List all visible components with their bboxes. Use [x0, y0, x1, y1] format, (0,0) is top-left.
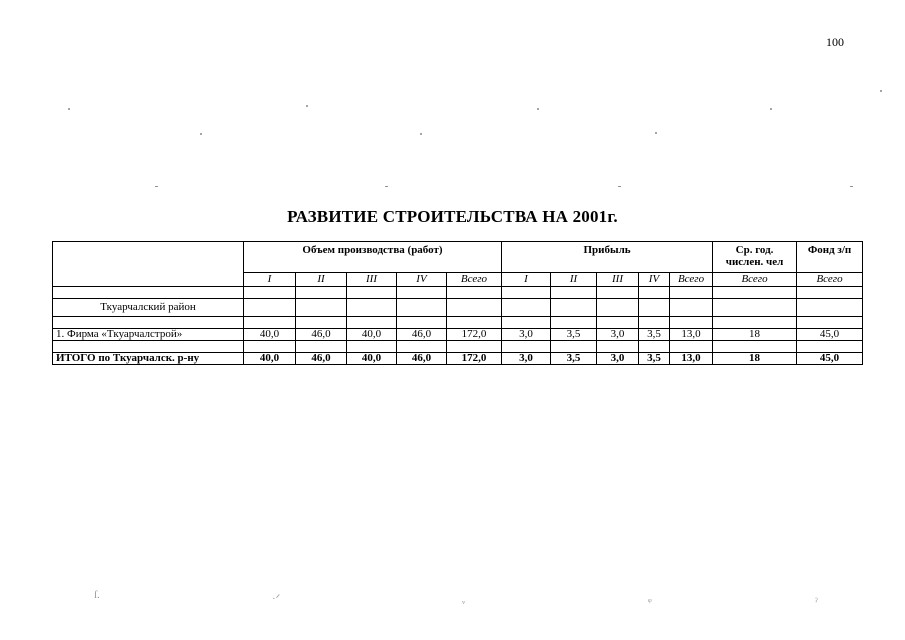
sub-header: Всего — [447, 273, 502, 287]
spacer-row — [53, 287, 863, 299]
total-row — [53, 353, 863, 365]
table-cell: 45,0 — [797, 353, 863, 365]
construction-table — [52, 241, 863, 365]
table-cell: 46,0 — [296, 329, 347, 341]
group-header-row — [53, 242, 863, 273]
scan-mark: ·ᐟ — [272, 593, 281, 605]
scan-speck — [385, 186, 388, 187]
sub-header: II — [551, 273, 597, 287]
scan-speck — [618, 186, 621, 187]
scan-speck — [68, 108, 70, 110]
sub-header: II — [296, 273, 347, 287]
spacer-row — [53, 317, 863, 329]
table-cell: 3,0 — [597, 329, 639, 341]
volume-header: Объем производства (работ) — [244, 242, 502, 273]
district-label: Ткуарчалский район — [53, 299, 244, 317]
scan-speck — [200, 133, 202, 135]
table-cell: 3,5 — [639, 353, 670, 365]
firm-row — [53, 329, 863, 341]
table-cell: 3,5 — [551, 329, 597, 341]
table-cell: 3,5 — [551, 353, 597, 365]
table-cell: 172,0 — [447, 353, 502, 365]
sub-header: I — [244, 273, 296, 287]
table-cell: 13,0 — [670, 353, 713, 365]
spacer-row — [53, 341, 863, 353]
sub-header: IV — [639, 273, 670, 287]
table-cell: 46,0 — [296, 353, 347, 365]
table-cell: 40,0 — [244, 353, 296, 365]
scan-speck — [850, 186, 853, 187]
header-empty-cell — [53, 242, 244, 287]
table-cell: 40,0 — [347, 329, 397, 341]
wage-fund-header: Фонд з/п — [797, 242, 863, 273]
sub-header: Всего — [670, 273, 713, 287]
sub-header: Всего — [713, 273, 797, 287]
scan-speck — [655, 132, 657, 134]
page-title: РАЗВИТИЕ СТРОИТЕЛЬСТВА НА 2001г. — [287, 207, 618, 226]
table-cell: 18 — [713, 329, 797, 341]
sub-header: Всего — [797, 273, 863, 287]
scan-mark: ˀ — [815, 596, 818, 608]
scan-speck — [880, 90, 882, 92]
scan-speck — [306, 105, 308, 107]
sub-header: I — [502, 273, 551, 287]
table-cell: 13,0 — [670, 329, 713, 341]
sub-header: III — [597, 273, 639, 287]
table-cell: 3,5 — [639, 329, 670, 341]
district-row — [53, 299, 863, 317]
table-cell: 3,0 — [502, 353, 551, 365]
scan-mark: ſ. — [94, 589, 100, 601]
sub-header: III — [347, 273, 397, 287]
table-cell: 18 — [713, 353, 797, 365]
table-cell: 3,0 — [597, 353, 639, 365]
table-cell: 172,0 — [447, 329, 502, 341]
sub-header: IV — [397, 273, 447, 287]
scan-speck — [420, 133, 422, 135]
scan-speck — [155, 186, 158, 187]
total-label: ИТОГО по Ткуарчалск. р-ну — [53, 353, 244, 365]
profit-header: Прибыль — [502, 242, 713, 273]
table-cell: 45,0 — [797, 329, 863, 341]
scan-speck — [537, 108, 539, 110]
table-cell: 3,0 — [502, 329, 551, 341]
avg-staff-header: Ср. год. числен. чел — [713, 242, 797, 273]
table-cell: 40,0 — [244, 329, 296, 341]
scan-mark: ᵛ — [462, 598, 466, 610]
scan-mark: ᵠ — [648, 596, 652, 608]
firm-label: 1. Фирма «Ткуарчалстрой» — [53, 329, 244, 341]
table-cell: 46,0 — [397, 329, 447, 341]
page-number: 100 — [826, 35, 844, 49]
table-cell: 46,0 — [397, 353, 447, 365]
scan-speck — [770, 108, 772, 110]
table-cell: 40,0 — [347, 353, 397, 365]
